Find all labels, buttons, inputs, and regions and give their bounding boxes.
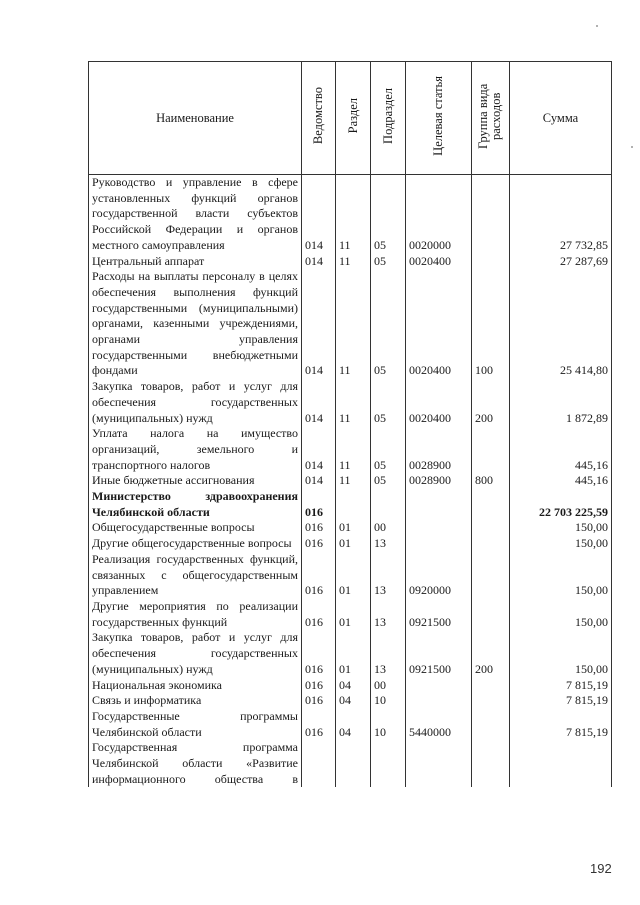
cell-department: 016	[302, 693, 336, 709]
cell-sum: 25 414,80	[510, 269, 612, 379]
cell-sum: 150,00	[510, 536, 612, 552]
table-row	[89, 473, 612, 489]
cell-subsection: 00	[371, 678, 406, 694]
header-section: Раздел	[336, 62, 371, 175]
cell-target-article: 0920000	[406, 552, 472, 599]
table-row	[89, 379, 612, 426]
cell-target-article: 5440000	[406, 709, 472, 740]
cell-subsection: 13	[371, 552, 406, 599]
cell-target-article: 0921500	[406, 599, 472, 630]
cell-section: 04	[336, 678, 371, 694]
cell-target-article: 0028900	[406, 473, 472, 489]
cell-section: 04	[336, 709, 371, 740]
cell-department: 014	[302, 269, 336, 379]
cell-department: 014	[302, 379, 336, 426]
cell-sum: 150,00	[510, 599, 612, 630]
table-body	[89, 175, 612, 788]
cell-section: 04	[336, 693, 371, 709]
table-row	[89, 175, 612, 254]
table-row	[89, 599, 612, 630]
cell-expense-group	[472, 552, 510, 599]
cell-name: Другие общегосударственные вопросы	[89, 536, 302, 552]
cell-target-article	[406, 489, 472, 520]
cell-name: Национальная экономика	[89, 678, 302, 694]
cell-target-article: 0921500	[406, 630, 472, 677]
cell-target-article	[406, 520, 472, 536]
cell-sum: 445,16	[510, 473, 612, 489]
cell-name: Иные бюджетные ассигнования	[89, 473, 302, 489]
cell-expense-group	[472, 254, 510, 270]
scan-speck	[596, 25, 598, 27]
cell-department: 016	[302, 520, 336, 536]
header-subsection: Подраздел	[371, 62, 406, 175]
header-row	[89, 62, 612, 175]
cell-expense-group: 200	[472, 630, 510, 677]
cell-section: 01	[336, 520, 371, 536]
cell-section: 11	[336, 175, 371, 254]
cell-name: Другие мероприятия по реализации государственных функций	[89, 599, 302, 630]
cell-subsection: 05	[371, 269, 406, 379]
cell-section: 01	[336, 630, 371, 677]
table-row	[89, 520, 612, 536]
cell-sum: 7 815,19	[510, 709, 612, 740]
cell-expense-group: 800	[472, 473, 510, 489]
cell-section: 11	[336, 379, 371, 426]
cell-name: Закупка товаров, работ и услуг для обеспечения государственных (муниципальных) нужд	[89, 379, 302, 426]
cell-sum: 1 872,89	[510, 379, 612, 426]
cell-name: Связь и информатика	[89, 693, 302, 709]
cell-department: 014	[302, 175, 336, 254]
table-row	[89, 536, 612, 552]
cell-name: Центральный аппарат	[89, 254, 302, 270]
table-row	[89, 489, 612, 520]
cell-subsection: 00	[371, 520, 406, 536]
cell-department: 016	[302, 536, 336, 552]
table-row	[89, 552, 612, 599]
cell-subsection: 13	[371, 599, 406, 630]
cell-subsection: 10	[371, 693, 406, 709]
cell-expense-group	[472, 426, 510, 473]
table-row	[89, 693, 612, 709]
cell-name: Государственные программы Челябинской области	[89, 709, 302, 740]
cell-department: 016	[302, 552, 336, 599]
cell-expense-group	[472, 740, 510, 787]
table-row	[89, 678, 612, 694]
cell-department: 014	[302, 426, 336, 473]
scan-speck	[631, 146, 633, 148]
budget-table	[88, 61, 612, 787]
cell-department: 016	[302, 630, 336, 677]
cell-expense-group	[472, 693, 510, 709]
header-expense-group: Группа вида расходов	[472, 62, 510, 175]
header-target-article: Целевая статья	[406, 62, 472, 175]
cell-subsection	[371, 740, 406, 787]
header-sum: Сумма	[510, 62, 612, 175]
cell-section: 11	[336, 426, 371, 473]
cell-name: Министерство здравоохранения Челябинской области	[89, 489, 302, 520]
cell-department: 016	[302, 709, 336, 740]
cell-subsection: 05	[371, 254, 406, 270]
cell-target-article: 0020400	[406, 269, 472, 379]
cell-target-article: 0028900	[406, 426, 472, 473]
table-row	[89, 269, 612, 379]
cell-expense-group: 100	[472, 269, 510, 379]
cell-name: Руководство и управление в сфере установленных функций органов государственной власти субъектов Российской Федерации и органов местного самоуправления	[89, 175, 302, 254]
cell-sum: 27 287,69	[510, 254, 612, 270]
cell-target-article: 0020400	[406, 379, 472, 426]
cell-section: 01	[336, 552, 371, 599]
cell-target-article: 0020000	[406, 175, 472, 254]
table-row	[89, 630, 612, 677]
cell-department: 016	[302, 678, 336, 694]
cell-sum: 150,00	[510, 552, 612, 599]
cell-department	[302, 740, 336, 787]
cell-sum: 445,16	[510, 426, 612, 473]
table-row	[89, 709, 612, 740]
cell-expense-group	[472, 536, 510, 552]
cell-subsection: 13	[371, 630, 406, 677]
cell-subsection: 10	[371, 709, 406, 740]
cell-section: 11	[336, 254, 371, 270]
header-department: Ведомство	[302, 62, 336, 175]
cell-name: Общегосударственные вопросы	[89, 520, 302, 536]
cell-sum: 22 703 225,59	[510, 489, 612, 520]
cell-expense-group	[472, 709, 510, 740]
cell-section: 01	[336, 536, 371, 552]
cell-sum: 27 732,85	[510, 175, 612, 254]
cell-expense-group: 200	[472, 379, 510, 426]
cell-department: 016	[302, 599, 336, 630]
cell-department: 014	[302, 473, 336, 489]
cell-target-article	[406, 740, 472, 787]
cell-section	[336, 489, 371, 520]
cell-sum: 150,00	[510, 630, 612, 677]
cell-target-article: 0020400	[406, 254, 472, 270]
cell-target-article	[406, 693, 472, 709]
table-row	[89, 740, 612, 787]
cell-section: 01	[336, 599, 371, 630]
cell-name: Государственная программа Челябинской области «Развитие информационного общества в	[89, 740, 302, 787]
table-row	[89, 426, 612, 473]
cell-target-article	[406, 678, 472, 694]
cell-section	[336, 740, 371, 787]
cell-expense-group	[472, 678, 510, 694]
cell-sum	[510, 740, 612, 787]
cell-section: 11	[336, 473, 371, 489]
cell-expense-group	[472, 520, 510, 536]
cell-target-article	[406, 536, 472, 552]
cell-name: Уплата налога на имущество организаций, земельного и транспортного налогов	[89, 426, 302, 473]
cell-subsection	[371, 489, 406, 520]
cell-department: 014	[302, 254, 336, 270]
cell-expense-group	[472, 489, 510, 520]
cell-section: 11	[336, 269, 371, 379]
cell-sum: 7 815,19	[510, 678, 612, 694]
cell-expense-group	[472, 599, 510, 630]
cell-name: Расходы на выплаты персоналу в целях обеспечения выполнения функций государственными (муниципальными) органами, казенными учреждениями, органами управления государственными внебюджетными фондами	[89, 269, 302, 379]
cell-sum: 150,00	[510, 520, 612, 536]
cell-subsection: 05	[371, 379, 406, 426]
cell-subsection: 05	[371, 426, 406, 473]
cell-subsection: 13	[371, 536, 406, 552]
cell-subsection: 05	[371, 175, 406, 254]
cell-name: Закупка товаров, работ и услуг для обеспечения государственных (муниципальных) нужд	[89, 630, 302, 677]
cell-sum: 7 815,19	[510, 693, 612, 709]
cell-department: 016	[302, 489, 336, 520]
page-number: 192	[590, 861, 612, 876]
cell-name: Реализация государственных функций, связанных с общегосударственным управлением	[89, 552, 302, 599]
table-row	[89, 254, 612, 270]
cell-expense-group	[472, 175, 510, 254]
header-name: Наименование	[89, 62, 302, 175]
cell-subsection: 05	[371, 473, 406, 489]
